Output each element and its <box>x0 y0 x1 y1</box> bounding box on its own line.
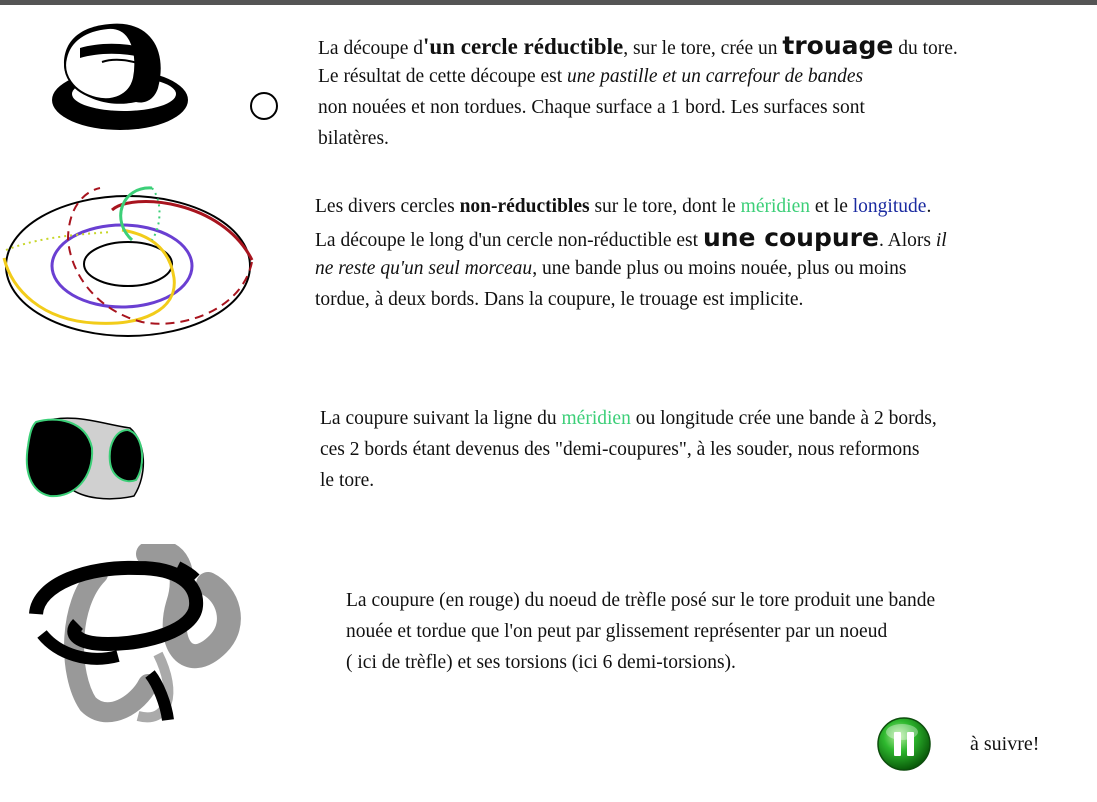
p3-line-3: le tore. <box>320 470 375 491</box>
paragraph-trefle <box>346 585 935 678</box>
p2-line-2: La découpe le long d'un cercle non-réductible est une coupure. Alors il <box>315 223 947 252</box>
p1-line-2: Le résultat de cette découpe est une pastille et un carrefour de bandes <box>318 66 864 87</box>
p2-line-3: ne reste qu'un seul morceau, une bande plus ou moins nouée, plus ou moins <box>315 258 907 279</box>
paragraph-trouage <box>318 30 958 154</box>
pastille-circle <box>248 90 280 122</box>
p1-line-1: La découpe d'un cercle réductible, sur le tore, crée un trouage du tore. <box>318 31 958 60</box>
trefoil-knot-figure <box>28 544 244 730</box>
p4-line-2: nouée et tordue que l'on peut par glissement représenter par un noeud <box>346 621 888 642</box>
p3-line-1: La coupure suivant la ligne du méridien ou longitude crée une bande à 2 bords, <box>320 408 937 429</box>
next-label[interactable]: à suivre! <box>970 733 1040 755</box>
p4-line-1: La coupure (en rouge) du noeud de trèfle posé sur le tore produit une bande <box>346 590 936 611</box>
p2-line-4: tordue, à deux bords. Dans la coupure, le trouage est implicite. <box>315 289 804 310</box>
p2-line-1: Les divers cercles non-réductibles sur le tore, dont le méridien et le longitude. <box>315 196 932 217</box>
p1-line-4: bilatères. <box>318 128 389 149</box>
torus-trouage-figure <box>50 18 210 138</box>
paragraph-coupure <box>315 191 947 315</box>
torus-circles-figure <box>2 180 256 340</box>
meridian-band-figure <box>22 412 152 504</box>
pause-button-icon[interactable] <box>876 716 932 772</box>
top-bar <box>0 0 1097 5</box>
paragraph-meridien <box>320 403 937 496</box>
p1-line-3: non nouées et non tordues. Chaque surface a 1 bord. Les surfaces sont <box>318 97 865 118</box>
p4-line-3: ( ici de trèfle) et ses torsions (ici 6 demi-torsions). <box>346 652 736 673</box>
p3-line-2: ces 2 bords étant devenus des "demi-coupures", à les souder, nous reformons <box>320 439 920 460</box>
